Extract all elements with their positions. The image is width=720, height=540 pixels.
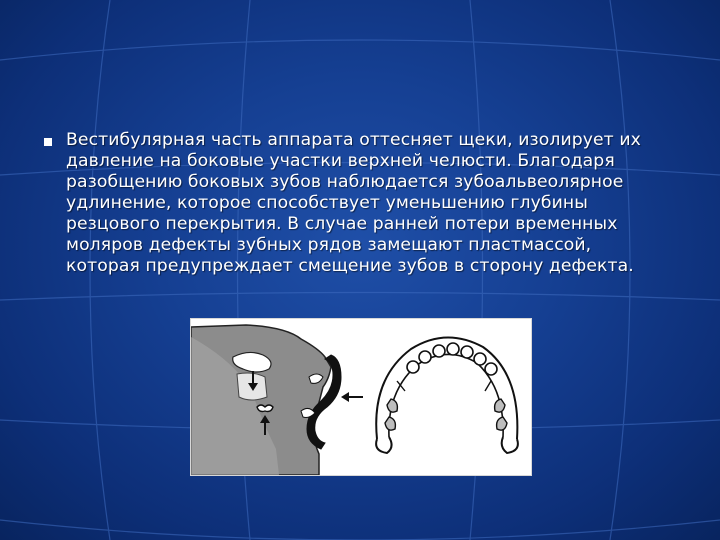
paragraph-line: резцового перекрытия. В случае ранней потери временных <box>66 214 618 234</box>
appliance-drawing <box>191 319 531 475</box>
paragraph-line: удлинение, которое способствует уменьшению глубины <box>66 193 588 213</box>
bullet-paragraph <box>44 130 684 277</box>
paragraph-line: Вестибулярная часть аппарата оттесняет щеки, изолирует их <box>66 130 641 150</box>
square-bullet-icon <box>44 138 52 146</box>
paragraph-line: давление на боковые участки верхней челюсти. Благодаря <box>66 151 615 171</box>
paragraph-text <box>66 130 641 277</box>
paragraph-line: которая предупреждает смещение зубов в сторону дефекта. <box>66 256 634 276</box>
paragraph-line: моляров дефекты зубных рядов замещают пластмассой, <box>66 235 592 255</box>
dental-appliance-illustration <box>190 318 532 476</box>
paragraph-line: разобщению боковых зубов наблюдается зубоальвеолярное <box>66 172 624 192</box>
occlusal-view-drawing <box>376 337 518 453</box>
face-profile-drawing <box>191 325 363 475</box>
